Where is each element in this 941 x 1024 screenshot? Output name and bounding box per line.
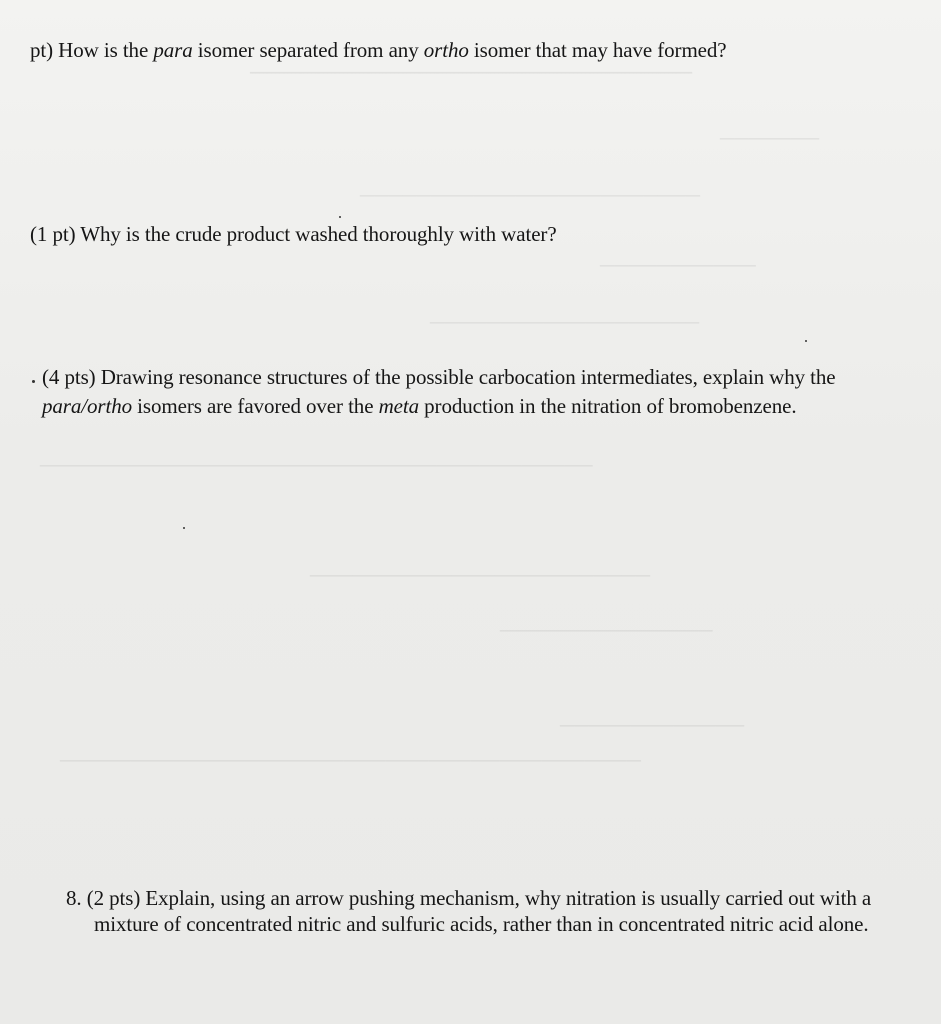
bleed-through-mark: ───────────────────────────────────────── [60, 750, 641, 772]
question-text: mixture of concentrated nitric and sulfuric acids, rather than in concentrated nitric acid alone. [94, 912, 869, 936]
question-8 [66, 884, 871, 912]
question-8-line2 [94, 910, 869, 938]
question-para-separation [30, 36, 727, 64]
paper-speck [805, 340, 807, 342]
bleed-through-mark: ─────────────────────────────────────── [40, 455, 593, 477]
question-text: isomers are favored over the [132, 394, 379, 418]
question-emphasis: meta [378, 394, 419, 418]
bleed-through-mark: ──────────────────────── [310, 565, 651, 587]
bleed-through-mark: ─────────────────── [430, 312, 700, 334]
question-text: production in the nitration of bromobenzene. [419, 394, 797, 418]
paper-speck [339, 216, 341, 218]
question-emphasis: ortho [423, 38, 469, 62]
bleed-through-mark: ────────────────────────── [250, 60, 693, 86]
question-resonance-line2 [42, 392, 796, 420]
bleed-through-mark: ───────────── [560, 715, 745, 737]
bullet-dot [32, 380, 35, 383]
question-text: isomer that may have formed? [468, 38, 727, 62]
question-text: isomer separated from any [192, 38, 424, 62]
bleed-through-mark: ─────────────── [500, 620, 713, 642]
question-crude-wash [30, 220, 557, 248]
question-text: (1 pt) Why is the crude product washed thoroughly with water? [30, 222, 557, 246]
question-emphasis: para [153, 38, 193, 62]
bleed-through-mark: ─────── [720, 128, 820, 150]
paper-speck [183, 527, 185, 529]
question-resonance [30, 363, 836, 391]
question-number: 8. [66, 886, 82, 910]
bleed-through-mark: ──────────────────────── [360, 185, 701, 207]
bleed-through-mark: ─────────── [600, 255, 756, 277]
question-text: (2 pts) Explain, using an arrow pushing mechanism, why nitration is usually carried out with a [86, 886, 872, 910]
question-text: pt) How is the [30, 38, 154, 62]
question-text: (4 pts) Drawing resonance structures of the possible carbocation intermediates, explain why the [42, 365, 836, 389]
question-emphasis: para/ortho [42, 394, 133, 418]
